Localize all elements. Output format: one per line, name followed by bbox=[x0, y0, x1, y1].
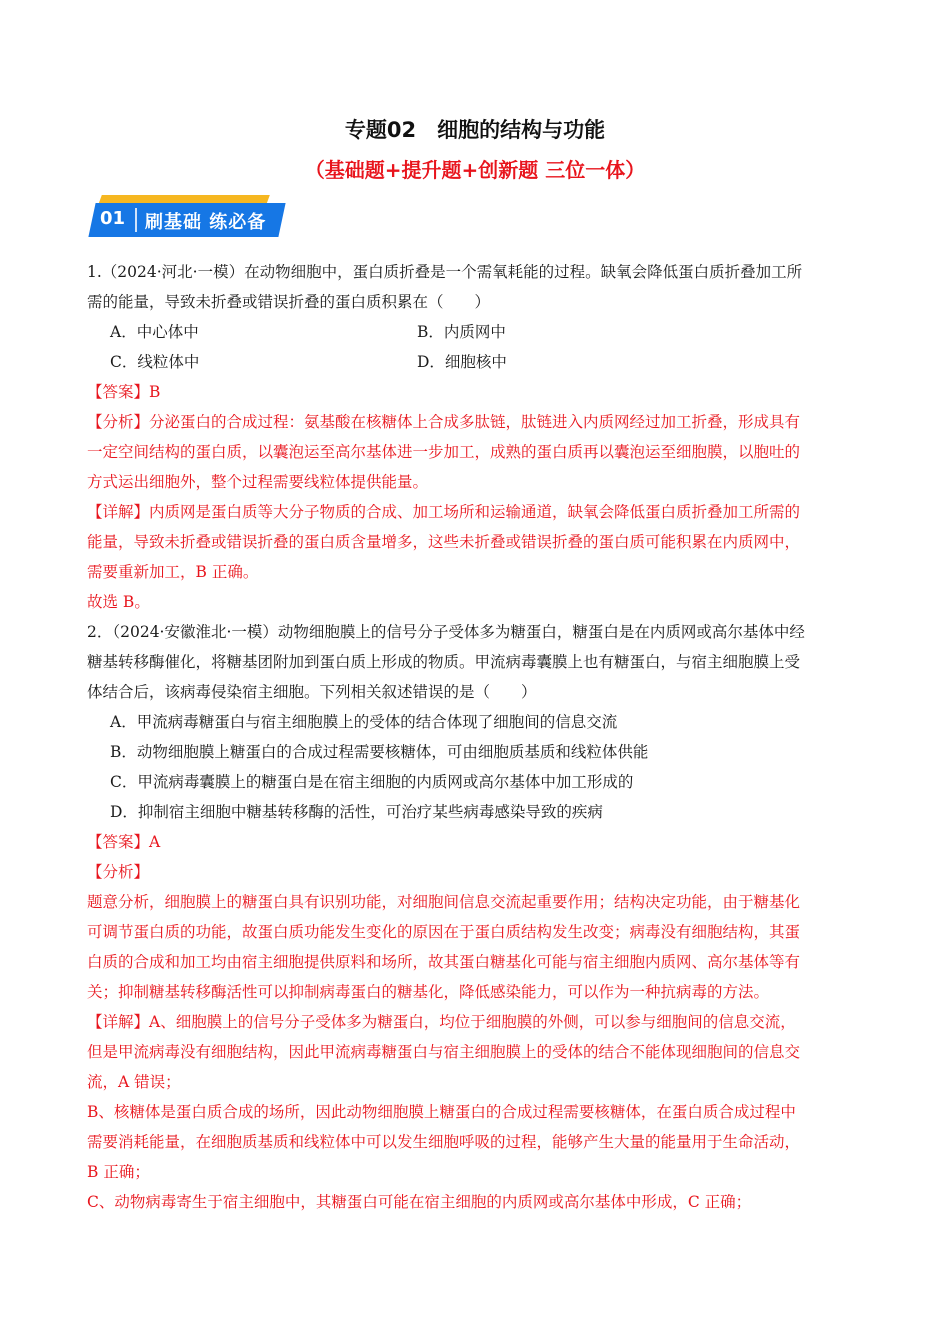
analysis-line: 一定空间结构的蛋白质，以囊泡运至高尔基体进一步加工，成熟的蛋白质再以囊泡运至细胞膜，以胞吐的 bbox=[87, 443, 801, 461]
answer-line: 【答案】A bbox=[87, 833, 161, 851]
analysis-title: 【分析】 bbox=[87, 863, 150, 881]
section-banner bbox=[88, 195, 288, 243]
options-row bbox=[87, 347, 863, 377]
banner-label: 刷基础 练必备 bbox=[145, 212, 267, 233]
options-row bbox=[87, 317, 863, 347]
detail-line: 但是甲流病毒没有细胞结构，因此甲流病毒糖蛋白与宿主细胞膜上的受体的结合不能体现细胞间的信息交 bbox=[87, 1043, 801, 1061]
option-c: C．线粒体中 bbox=[110, 353, 200, 371]
detail-line: 需要消耗能量，在细胞质基质和线粒体中可以发生细胞呼吸的过程，能够产生大量的能量用于生命活动， bbox=[87, 1133, 801, 1151]
question-stem-line: 体结合后，该病毒侵染宿主细胞。下列相关叙述错误的是（ ） bbox=[87, 683, 537, 701]
option-d: D．抑制宿主细胞中糖基转移酶的活性，可治疗某些病毒感染导致的疾病 bbox=[110, 803, 603, 821]
answer-line: 【答案】B bbox=[87, 383, 161, 401]
analysis-line: 白质的合成和加工均由宿主细胞提供原料和场所，故其蛋白糖基化可能与宿主细胞内质网、高尔基体等有 bbox=[87, 953, 801, 971]
question-1 bbox=[87, 257, 863, 617]
question-2 bbox=[87, 617, 863, 1217]
analysis-line: 【分析】分泌蛋白的合成过程：氨基酸在核糖体上合成多肽链，肽链进入内质网经过加工折叠，形成具有 bbox=[87, 413, 801, 431]
detail-line: 【详解】A、细胞膜上的信号分子受体多为糖蛋白，均位于细胞膜的外侧，可以参与细胞间的信息交流， bbox=[87, 1013, 796, 1031]
page-title: 专题02 细胞的结构与功能 bbox=[344, 118, 606, 142]
option-d: D．细胞核中 bbox=[417, 353, 507, 371]
detail-line: C、动物病毒寄生于宿主细胞中，其糖蛋白可能在宿主细胞的内质网或高尔基体中形成，C 正确； bbox=[87, 1193, 752, 1211]
analysis-line: 可调节蛋白质的功能，故蛋白质功能发生变化的原因在于蛋白质结构发生改变；病毒没有细胞结构，其蛋 bbox=[87, 923, 801, 941]
question-stem-line: 需的能量，导致未折叠或错误折叠的蛋白质积累在（ ） bbox=[87, 293, 491, 311]
option-c: C．甲流病毒囊膜上的糖蛋白是在宿主细胞的内质网或高尔基体中加工形成的 bbox=[110, 773, 634, 791]
question-stem-line: 糖基转移酶催化，将糖基团附加到蛋白质上形成的物质。甲流病毒囊膜上也有糖蛋白，与宿主细胞膜上受 bbox=[87, 653, 801, 671]
question-stem-line: 1.（2024·河北·一模）在动物细胞中，蛋白质折叠是一个需氧耗能的过程。缺氧会降低蛋白质折叠加工所 bbox=[87, 263, 803, 281]
detail-line: B、核糖体是蛋白质合成的场所，因此动物细胞膜上糖蛋白的合成过程需要核糖体，在蛋白质合成过程中 bbox=[87, 1103, 796, 1121]
analysis-line: 方式运出细胞外，整个过程需要线粒体提供能量。 bbox=[87, 473, 429, 491]
detail-line: 流，A 错误； bbox=[87, 1073, 181, 1091]
banner-number: 01 bbox=[100, 208, 126, 229]
page-subtitle: （基础题+提升题+创新题 三位一体） bbox=[304, 158, 646, 182]
option-b: B．内质网中 bbox=[417, 323, 506, 341]
question-stem-line: 2．（2024·安徽淮北·一模）动物细胞膜上的信号分子受体多为糖蛋白，糖蛋白是在内质网或高尔基体中经 bbox=[87, 623, 805, 641]
option-a: A．中心体中 bbox=[110, 323, 199, 341]
document-content bbox=[87, 257, 863, 1217]
option-a: A．甲流病毒糖蛋白与宿主细胞膜上的受体的结合体现了细胞间的信息交流 bbox=[110, 713, 618, 731]
analysis-line: 题意分析，细胞膜上的糖蛋白具有识别功能，对细胞间信息交流起重要作用；结构决定功能，由于糖基化 bbox=[87, 893, 801, 911]
detail-line: 需要重新加工，B 正确。 bbox=[87, 563, 259, 581]
analysis-line: 关；抑制糖基转移酶活性可以抑制病毒蛋白的糖基化，降低感染能力，可以作为一种抗病毒的方法。 bbox=[87, 983, 770, 1001]
detail-line: 能量，导致未折叠或错误折叠的蛋白质含量增多，这些未折叠或错误折叠的蛋白质可能积累在内质网中， bbox=[87, 533, 801, 551]
conclusion-line: 故选 B。 bbox=[87, 593, 150, 611]
banner-divider bbox=[135, 208, 137, 232]
detail-line: B 正确； bbox=[87, 1163, 150, 1181]
detail-line: 【详解】内质网是蛋白质等大分子物质的合成、加工场所和运输通道，缺氧会降低蛋白质折叠加工所需的 bbox=[87, 503, 801, 521]
option-b: B．动物细胞膜上糖蛋白的合成过程需要核糖体，可由细胞质基质和线粒体供能 bbox=[110, 743, 649, 761]
